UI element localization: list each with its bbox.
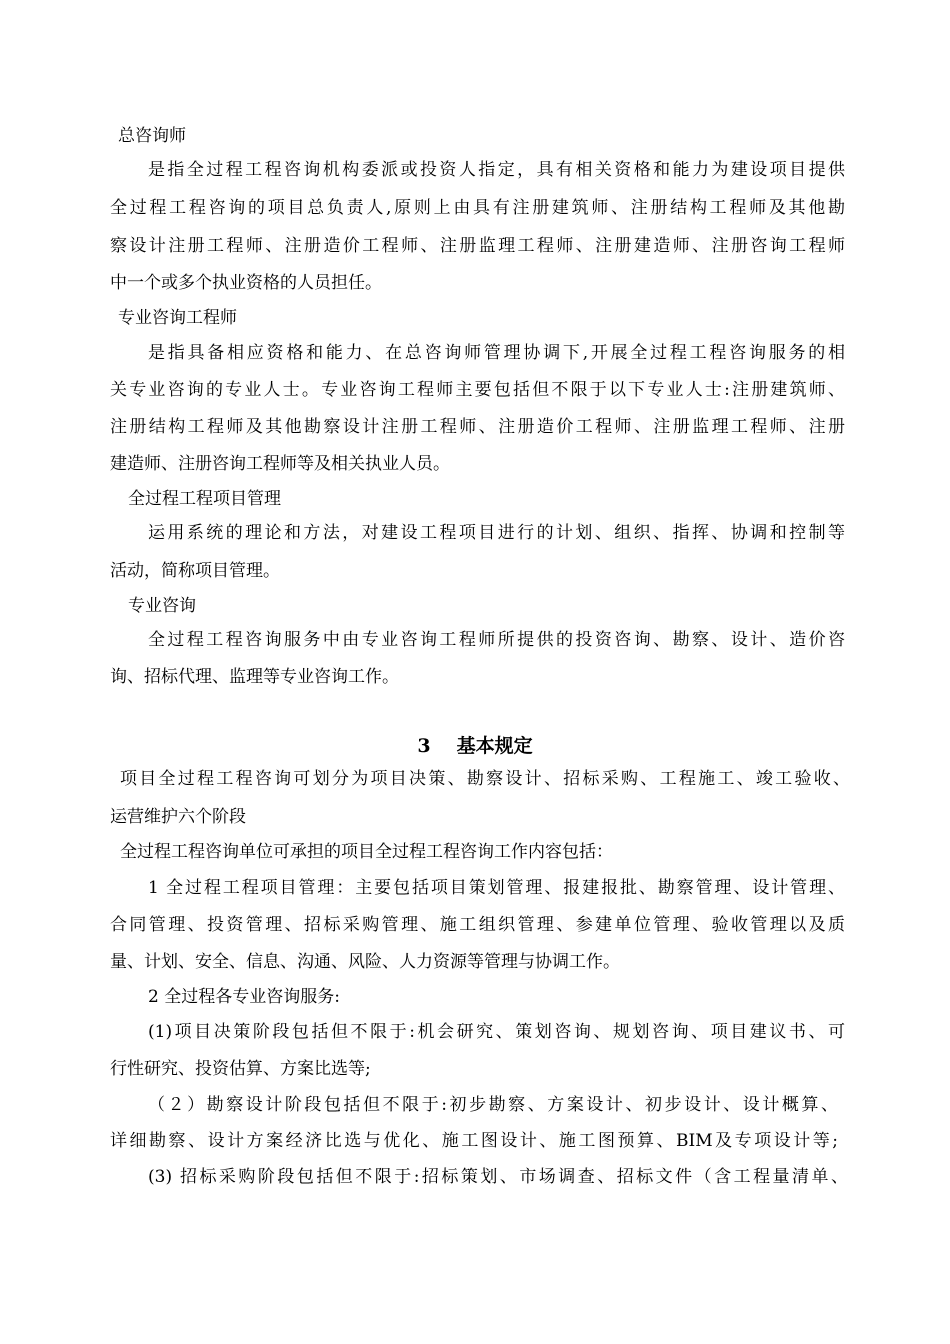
paragraph-line: 是指全过程工程咨询机构委派或投资人指定，具有相关资格和能力为建设项目提供	[148, 160, 845, 180]
paragraph-line: 全过程工程咨询单位可承担的项目全过程工程咨询工作内容包括：	[120, 842, 613, 862]
paragraph-line: 1 全过程工程项目管理：主要包括项目策划管理、报建报批、勘察管理、设计管理、	[148, 878, 845, 898]
paragraph-line: 是指具备相应资格和能力、在总咨询师管理协调下,开展全过程工程咨询服务的相	[148, 343, 845, 363]
paragraph-line: 量、计划、安全、信息、沟通、风险、人力资源等管理与协调工作。	[110, 952, 620, 972]
paragraph-line: 详细勘察、设计方案经济比选与优化、施工图设计、施工图预算、BIM及专项设计等;	[110, 1131, 838, 1151]
section-number: 3	[417, 735, 431, 757]
paragraph-line: 合同管理、投资管理、招标采购管理、施工组织管理、参建单位管理、验收管理以及质	[110, 915, 845, 935]
paragraph-line: (3) 招标采购阶段包括但不限于:招标策划、市场调查、招标文件（含工程量清单、	[148, 1167, 848, 1187]
section-title: 基本规定	[456, 735, 533, 757]
paragraph-line: 察设计注册工程师、注册造价工程师、注册监理工程师、注册建造师、注册咨询工程师	[110, 236, 845, 256]
term-title: 专业咨询	[128, 596, 196, 616]
paragraph-line: 项目全过程工程咨询可划分为项目决策、勘察设计、招标采购、工程施工、竣工验收、	[120, 769, 850, 789]
paragraph-line: 运营维护六个阶段	[110, 807, 246, 827]
paragraph-line: 行性研究、投资估算、方案比选等;	[110, 1059, 371, 1079]
paragraph-line: (1)项目决策阶段包括但不限于:机会研究、策划咨询、规划咨询、项目建议书、可	[148, 1022, 845, 1042]
paragraph-line: 关专业咨询的专业人士。专业咨询工程师主要包括但不限于以下专业人士:注册建筑师、	[110, 380, 845, 400]
section-heading	[0, 733, 950, 759]
term-title: 专业咨询工程师	[118, 308, 237, 328]
paragraph-line: 中一个或多个执业资格的人员担任。	[110, 273, 382, 293]
term-title: 全过程工程项目管理	[128, 489, 281, 509]
paragraph-line: 注册结构工程师及其他勘察设计注册工程师、注册造价工程师、注册监理工程师、注册	[110, 417, 845, 437]
paragraph-line: 活动，简称项目管理。	[110, 561, 280, 581]
paragraph-line: （２）勘察设计阶段包括但不限于:初步勘察、方案设计、初步设计、设计概算、	[148, 1095, 838, 1115]
paragraph-line: 2 全过程各专业咨询服务:	[148, 987, 340, 1007]
term-title: 总咨询师	[118, 126, 186, 146]
paragraph-line: 全过程工程咨询的项目总负责人,原则上由具有注册建筑师、注册结构工程师及其他勘	[110, 198, 845, 218]
paragraph-line: 建造师、注册咨询工程师等及相关执业人员。	[110, 454, 450, 474]
paragraph-line: 全过程工程咨询服务中由专业咨询工程师所提供的投资咨询、勘察、设计、造价咨	[148, 630, 845, 650]
paragraph-line: 询、招标代理、监理等专业咨询工作。	[110, 667, 399, 687]
paragraph-line: 运用系统的理论和方法，对建设工程项目进行的计划、组织、指挥、协调和控制等	[148, 523, 845, 543]
